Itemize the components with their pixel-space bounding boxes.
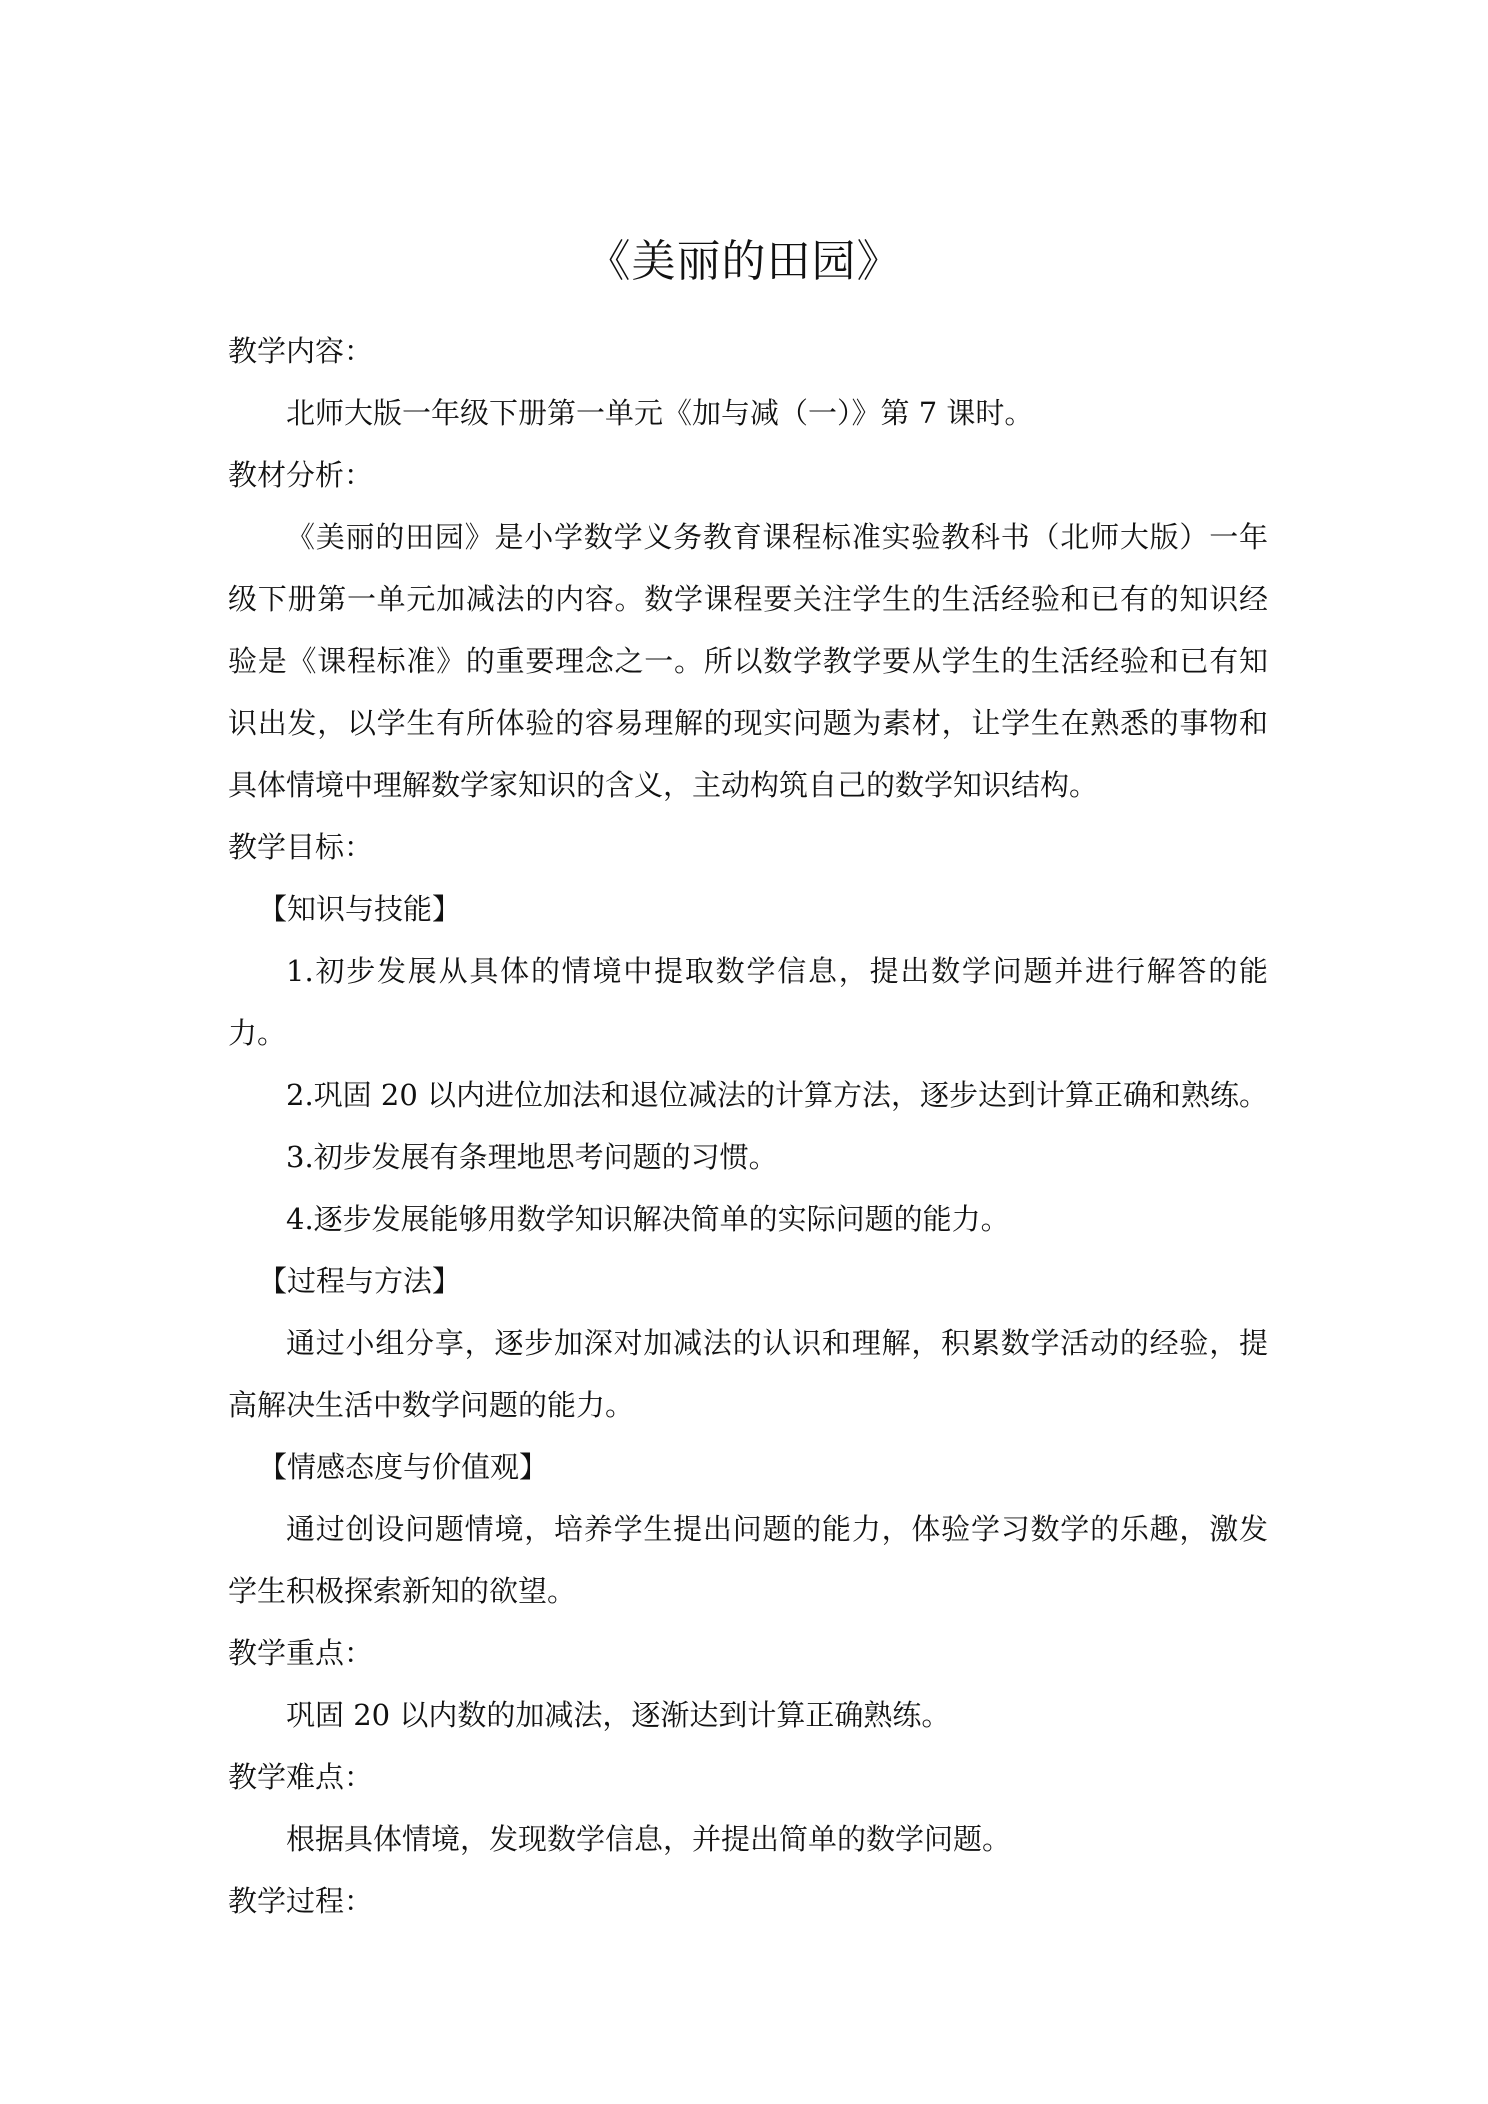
goal-item-1: 1.初步发展从具体的情境中提取数学信息，提出数学问题并进行解答的能力。 <box>228 954 1268 1050</box>
process-method-heading: 【过程与方法】 <box>258 1264 462 1298</box>
teaching-goals-heading: 教学目标： <box>228 830 374 864</box>
goal-item-4: 4.逐步发展能够用数学知识解决简单的实际问题的能力。 <box>286 1202 1010 1236</box>
key-point-heading: 教学重点： <box>228 1636 374 1670</box>
emotion-values-text: 通过创设问题情境，培养学生提出问题的能力，体验学习数学的乐趣，激发学生积极探索新知的欲望。 <box>228 1512 1268 1608</box>
emotion-values-heading: 【情感态度与价值观】 <box>258 1450 549 1484</box>
teaching-content-text: 北师大版一年级下册第一单元《加与减（一）》第 7 课时。 <box>286 396 1034 430</box>
difficulty-heading: 教学难点： <box>228 1760 374 1794</box>
material-analysis-heading: 教材分析： <box>228 458 374 492</box>
goal-item-2: 2.巩固 20 以内进位加法和退位减法的计算方法，逐步达到计算正确和熟练。 <box>286 1078 1269 1112</box>
teaching-content-heading: 教学内容： <box>228 334 374 368</box>
teaching-process-heading: 教学过程： <box>228 1884 374 1918</box>
goal-item-3: 3.初步发展有条理地思考问题的习惯。 <box>286 1140 778 1174</box>
difficulty-text: 根据具体情境，发现数学信息，并提出简单的数学问题。 <box>286 1822 1012 1856</box>
key-point-text: 巩固 20 以内数的加减法，逐渐达到计算正确熟练。 <box>286 1698 951 1732</box>
document-body <box>228 320 1268 1932</box>
process-method-text: 通过小组分享，逐步加深对加减法的认识和理解，积累数学活动的经验，提高解决生活中数学问题的能力。 <box>228 1326 1268 1422</box>
knowledge-skills-heading: 【知识与技能】 <box>258 892 462 926</box>
material-analysis-text: 《美丽的田园》是小学数学义务教育课程标准实验教科书（北师大版）一年级下册第一单元加减法的内容。数学课程要关注学生的生活经验和已有的知识经验是《课程标准》的重要理念之一。所以数学教学要从学生的生活经验和已有知识出发，以学生有所体验的容易理解的现实问题为素材，让学生在熟悉的事物和具体情境中理解数学家知识的含义，主动构筑自己的数学知识结构。 <box>228 520 1268 802</box>
document-title: 《美丽的田园》 <box>586 236 902 287</box>
